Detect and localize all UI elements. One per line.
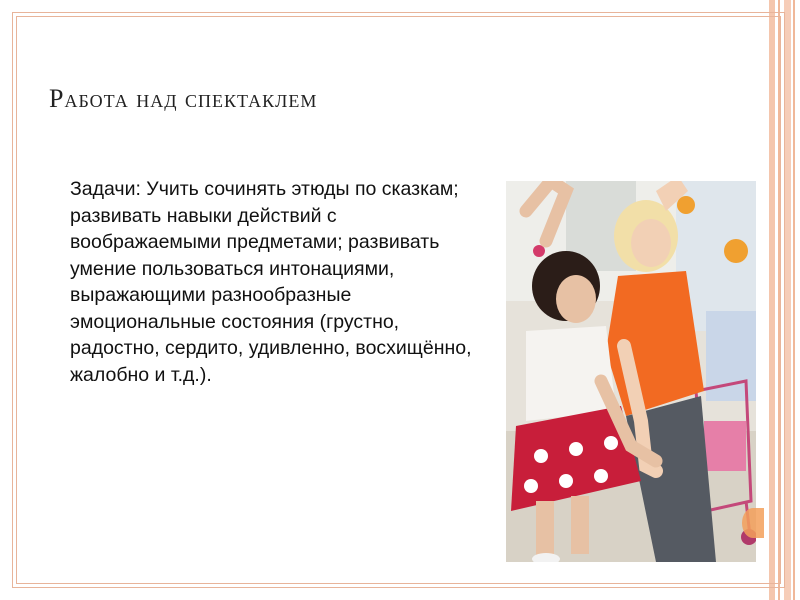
decorative-stripe (793, 0, 795, 600)
slide-body-text: Задачи: Учить сочинять этюды по сказкам; развивать навыки действий с воображаемыми предметами; развивать умение пользоваться интонациями, выражающими разнообразные эмоциональные состояния (грустно, радостно, сердито, удивленно, восхищённо, жалобно и т.д.). (70, 178, 472, 386)
decorative-stripe (784, 0, 791, 600)
two-girls-dancing-photo (506, 181, 756, 562)
decorative-orange-dot (742, 508, 764, 538)
slide-title: Работа над спектаклем (49, 84, 318, 113)
